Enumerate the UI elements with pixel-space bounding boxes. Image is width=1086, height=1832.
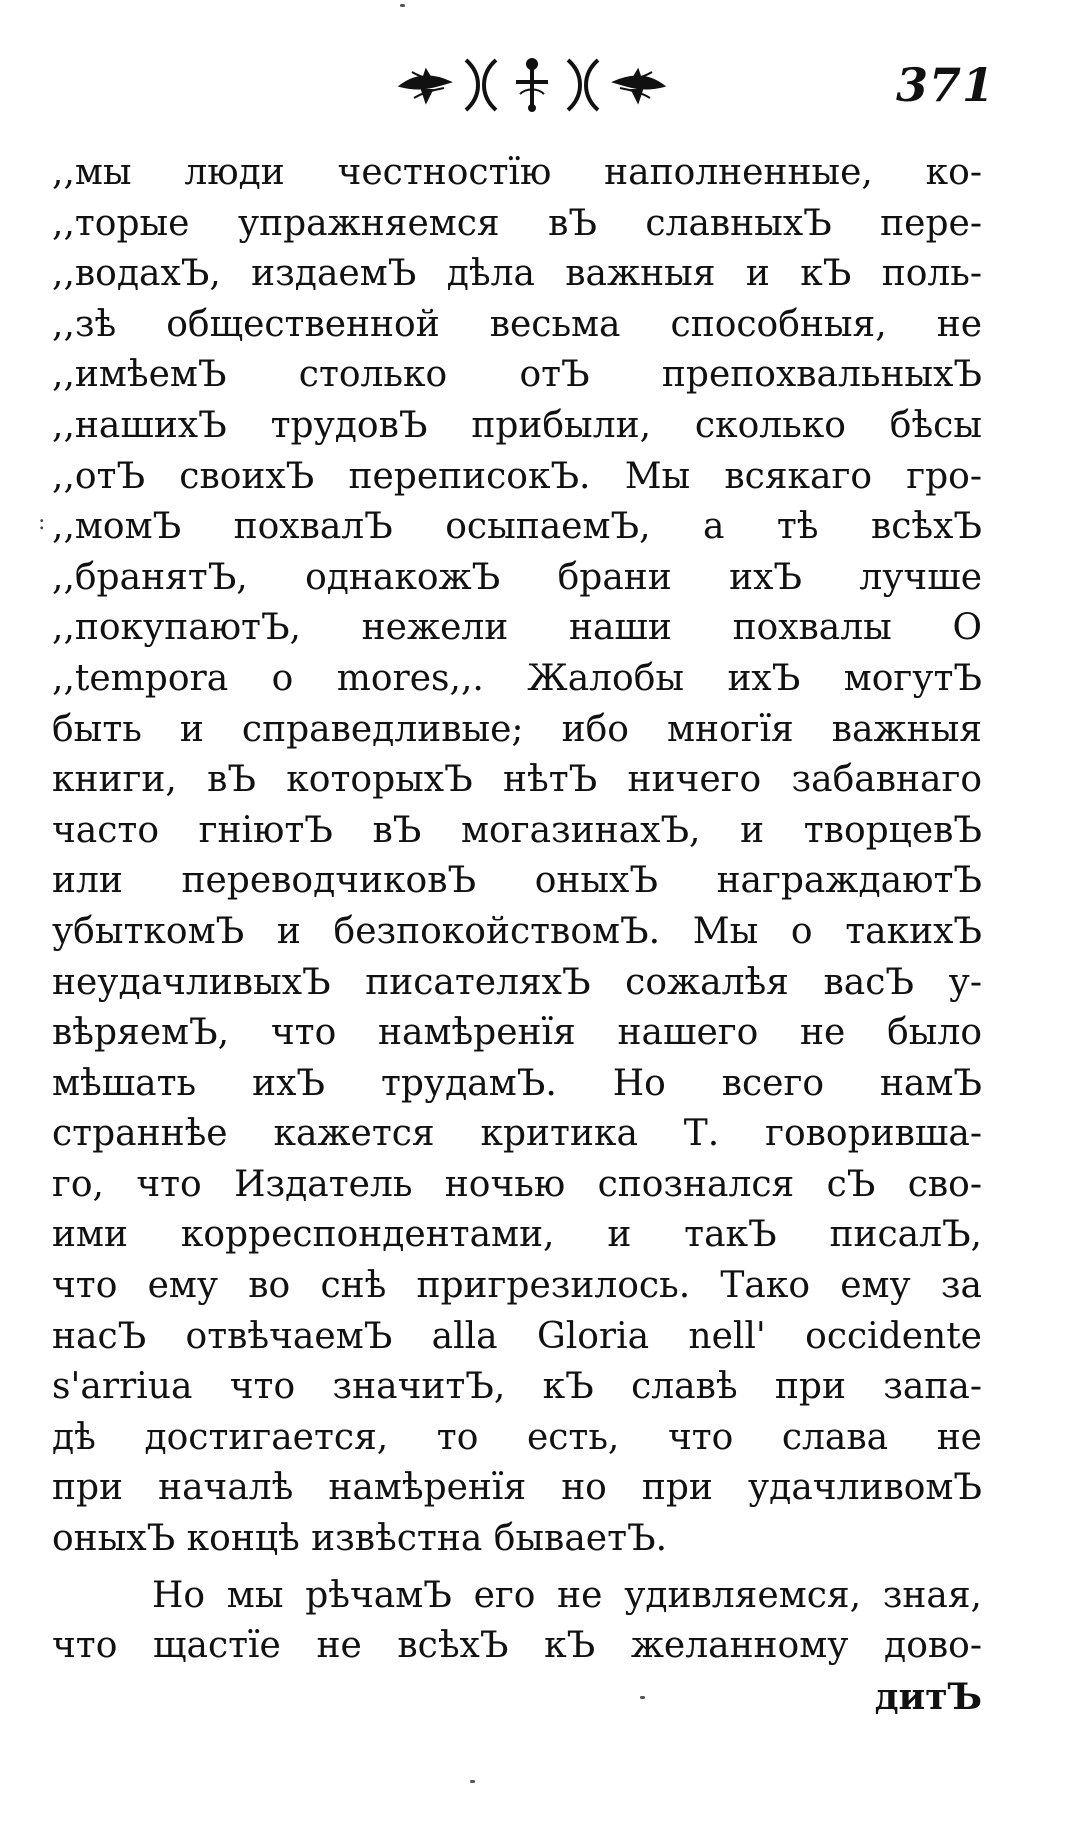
text-line: или переводчиковЪ оныхЪ награждаютЪ: [52, 860, 982, 902]
text-line: ,,нашихЪ трудовЪ прибыли, сколько бѣсы: [52, 404, 982, 446]
paper-speck: [640, 1696, 645, 1699]
text-line: ,,tempora o mores,,. Жалобы ихЪ могутЪ: [52, 657, 982, 699]
text-line: дѣ достигается, то есть, что слава не: [52, 1416, 982, 1458]
text-line: ,,отЪ своихЪ переписокЪ. Мы всякаго гро-: [52, 455, 982, 497]
text-line: быть и справедливые; ибо многїя важныя: [52, 708, 982, 750]
text-line: что щастїе не всѣхЪ кЪ желанному дово-: [52, 1625, 982, 1667]
paper-speck: [400, 4, 405, 7]
text-line: ,,имѣемЪ столько отЪ препохвальныхЪ: [52, 354, 982, 396]
text-line: ,,мы люди честностїю наполненные, ко-: [52, 152, 982, 193]
text-line: ими корреспондентами, и такЪ писалЪ,: [52, 1214, 982, 1256]
paragraph-first-line: Но мы рѣчамЪ его не удивляемся, зная,: [152, 1574, 982, 1616]
text-line: часто гніютЪ вЪ могазинахЪ, и творцевЪ: [52, 809, 982, 851]
text-line: книги, вЪ которыхЪ нѣтЪ ничего забавнаго: [52, 759, 982, 801]
text-line: что ему во снѣ пригрезилось. Тако ему за: [52, 1265, 982, 1307]
text-line: ,,водахЪ, издаемЪ дѣла важныя и кЪ поль-: [52, 253, 982, 295]
text-line: вѣряемЪ, что намѣренїя нашего не было: [52, 1012, 982, 1054]
text-line: неудачливыхЪ писателяхЪ сожалѣя васЪ у-: [52, 961, 982, 1003]
text-line: насЪ отвѣчаемЪ alla Gloria nell' occidente: [52, 1315, 982, 1357]
text-line: s'arriua что значитЪ, кЪ славѣ при запа-: [52, 1366, 982, 1408]
catchword: дитЪ: [874, 1675, 982, 1718]
text-line: ,,покупаютЪ, нежели наши похвалы О: [52, 607, 982, 649]
body-text: [52, 148, 982, 1722]
text-line: страннѣе кажется критика Т. говорившa-: [52, 1113, 982, 1155]
text-line: при началѣ намѣренїя но при удачливомЪ: [52, 1467, 982, 1509]
paper-speck: [470, 1780, 475, 1783]
margin-mark: :: [38, 510, 46, 535]
floral-ornament-icon: [392, 52, 672, 112]
text-line: ,,момЪ похвалЪ осыпаемЪ, а тѣ всѣхЪ: [52, 506, 982, 548]
text-line: мѣшать ихЪ трудамЪ. Но всего намЪ: [52, 1062, 982, 1104]
text-line: ,,бранятЪ, однакожЪ брани ихЪ лучше: [52, 556, 982, 598]
text-line: убыткомЪ и безпокойствомЪ. Мы о такихЪ: [52, 910, 982, 952]
text-line: ,,торые упражняемся вЪ славныхЪ пере-: [52, 202, 982, 244]
text-line: го, что Издатель ночью спознался сЪ сво-: [52, 1163, 982, 1205]
page-header: [0, 48, 1086, 118]
text-line: ,,зѣ общественной весьма способныя, не: [52, 303, 982, 345]
text-line: оныхЪ концѣ извѣстна бываетЪ.: [52, 1518, 668, 1560]
page-number: 371: [896, 58, 996, 112]
